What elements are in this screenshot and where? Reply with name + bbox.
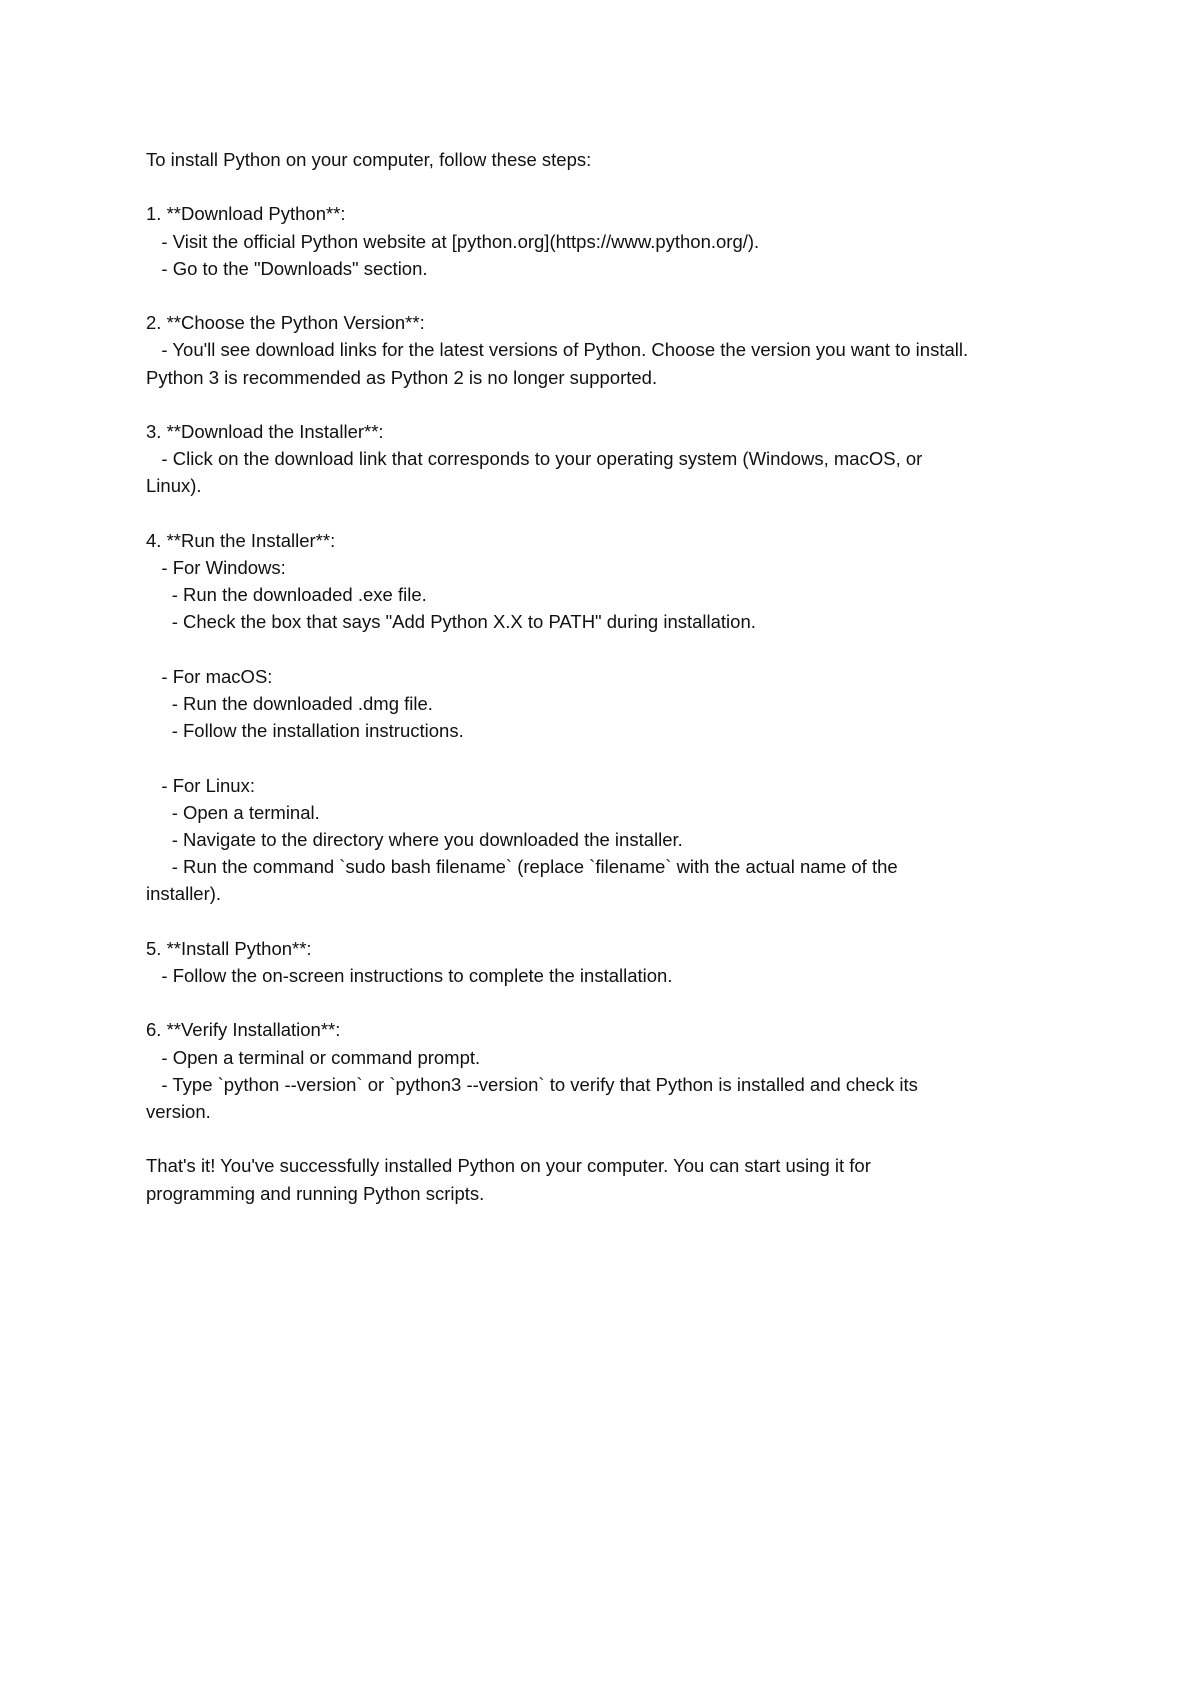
blank-line [146, 500, 1066, 527]
document-body [146, 146, 1066, 1207]
linux-label: - For Linux: [146, 774, 255, 796]
windows-item: - Run the downloaded .exe file. [146, 584, 427, 606]
step-3-heading: 3. **Download the Installer**: [146, 420, 384, 442]
linux-item: - Navigate to the directory where you downloaded the installer. [146, 828, 683, 850]
step-5-bullet: - Follow the on-screen instructions to complete the installation. [146, 964, 673, 986]
blank-line [146, 908, 1066, 935]
blank-line [146, 744, 1066, 771]
step-6-bullet-continued: version. [146, 1100, 211, 1122]
step-3-bullet-continued: Linux). [146, 475, 202, 497]
windows-label: - For Windows: [146, 556, 286, 578]
step-2-heading: 2. **Choose the Python Version**: [146, 312, 425, 334]
blank-line [146, 1125, 1066, 1152]
macos-item: - Follow the installation instructions. [146, 720, 464, 742]
macos-item: - Run the downloaded .dmg file. [146, 692, 433, 714]
step-1-bullet: - Go to the "Downloads" section. [146, 257, 428, 279]
step-3-bullet: - Click on the download link that corresponds to your operating system (Windows, macOS, or [146, 448, 923, 470]
step-6-heading: 6. **Verify Installation**: [146, 1019, 341, 1041]
linux-item-continued: installer). [146, 883, 222, 905]
blank-line [146, 989, 1066, 1016]
windows-item: - Check the box that says "Add Python X.X to PATH" during installation. [146, 611, 756, 633]
intro-text: To install Python on your computer, follow these steps: [146, 149, 592, 170]
step-4-heading: 4. **Run the Installer**: [146, 529, 336, 551]
step-6-bullet: - Open a terminal or command prompt. [146, 1046, 481, 1068]
linux-item: - Run the command `sudo bash filename` (replace `filename` with the actual name of the [146, 856, 898, 878]
macos-label: - For macOS: [146, 665, 273, 687]
step-5-heading: 5. **Install Python**: [146, 937, 312, 959]
closing-text: That's it! You've successfully installed Python on your computer. You can start using it for [146, 1155, 871, 1177]
step-1-heading: 1. **Download Python**: [146, 203, 346, 225]
step-6-bullet: - Type `python --version` or `python3 --version` to verify that Python is installed and check its [146, 1073, 918, 1095]
blank-line [146, 282, 1066, 309]
step-1-bullet: - Visit the official Python website at [python.org](https://www.python.org/). [146, 230, 760, 252]
step-2-bullet: - You'll see download links for the latest versions of Python. Choose the version you want to install. [146, 339, 969, 361]
closing-text-continued: programming and running Python scripts. [146, 1182, 485, 1204]
step-2-bullet-continued: Python 3 is recommended as Python 2 is no longer supported. [146, 366, 658, 388]
blank-line [146, 636, 1066, 663]
blank-line [146, 173, 1066, 200]
linux-item: - Open a terminal. [146, 801, 320, 823]
blank-line [146, 391, 1066, 418]
